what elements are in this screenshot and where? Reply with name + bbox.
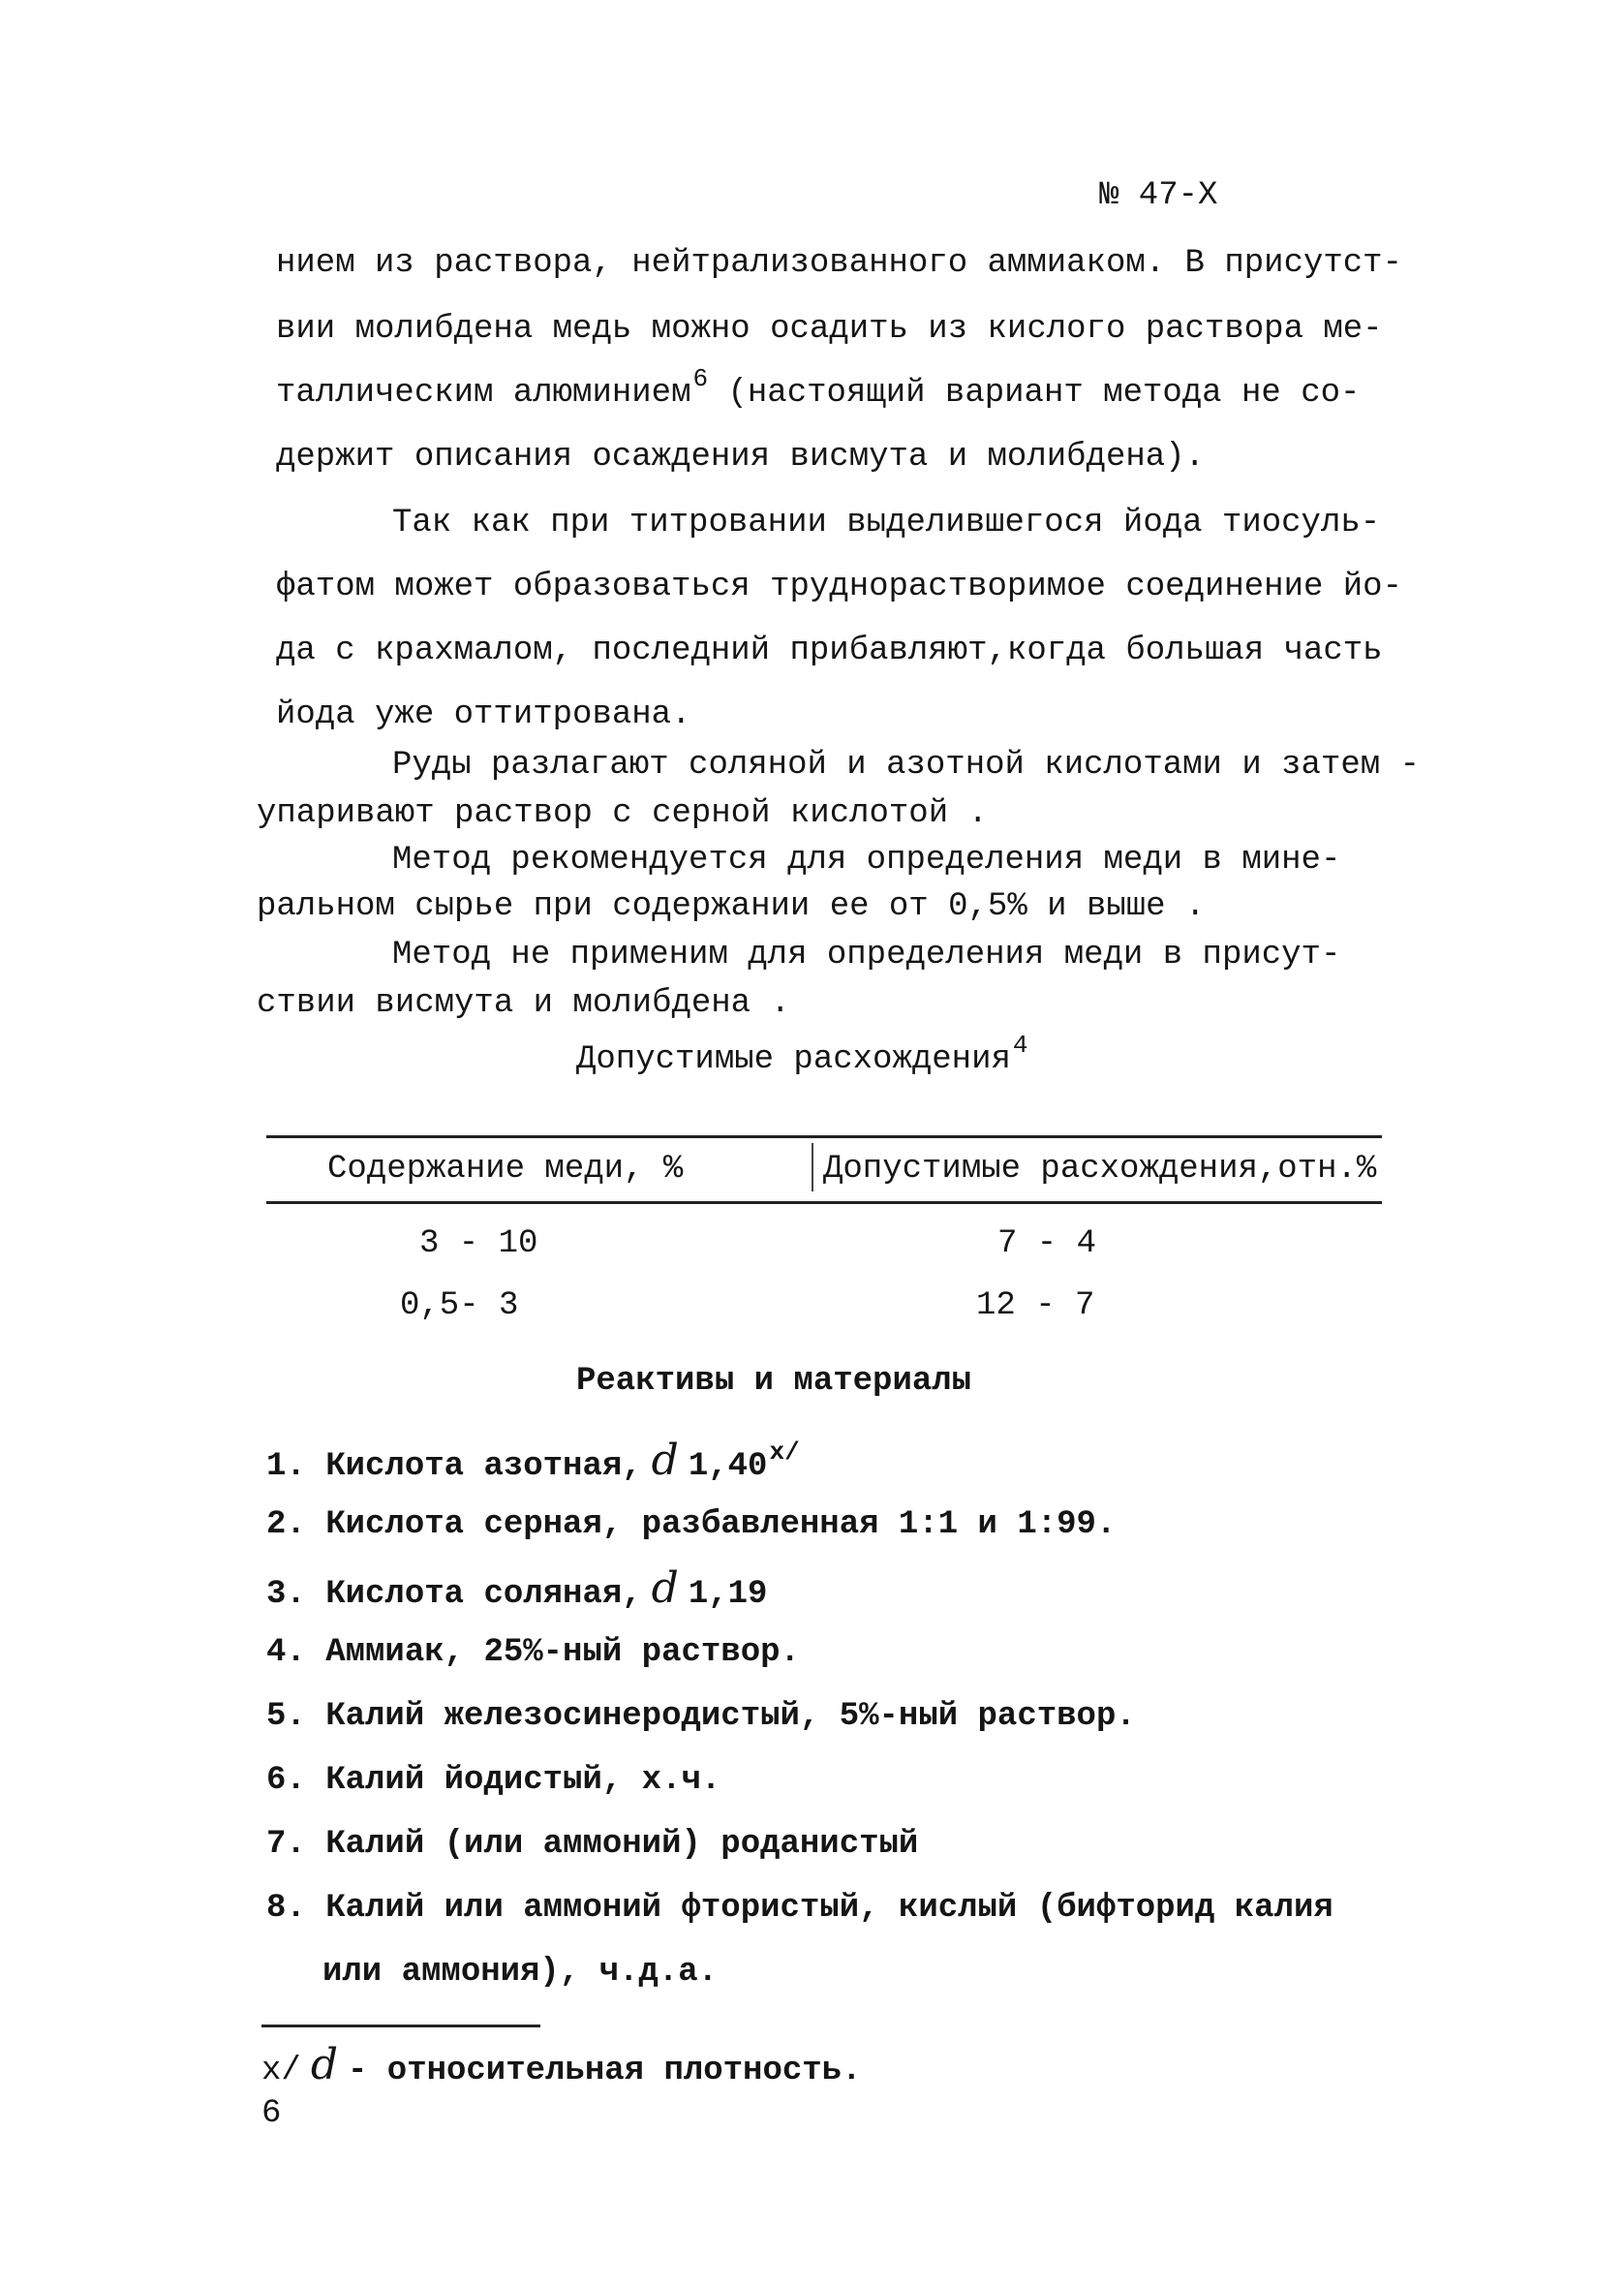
- paragraph-1-line-3-text: таллическим алюминием: [276, 375, 691, 412]
- paragraph-4-line-1: Метод рекомендуется для определения меди в мине-: [392, 842, 1341, 879]
- paragraph-1-line-2: вии молибдена медь можно осадить из кислого раствора ме-: [276, 311, 1383, 348]
- table-row-2-tolerance: 12 - 7: [976, 1287, 1095, 1324]
- density-symbol: d: [651, 1436, 679, 1485]
- footnote-ref-4: 4: [1012, 1031, 1028, 1060]
- paragraph-3-line-2: упаривают раствор с серной кислотой .: [257, 795, 988, 832]
- paragraph-2-line-3: да с крахмалом, последний прибавляют,когда большая часть: [276, 633, 1383, 669]
- reagent-item-3-number: 3.: [266, 1576, 306, 1613]
- reagent-item-5-text: Калий железосинеродистый, 5%-ный раствор.: [325, 1698, 1136, 1735]
- table-header-content: Содержание меди, %: [327, 1151, 684, 1188]
- reagents-title: Реактивы и материалы: [576, 1363, 972, 1400]
- paragraph-2-line-4: йода уже оттитрована.: [276, 696, 691, 733]
- table-row-2-content: 0,5- 3: [400, 1287, 519, 1324]
- reagent-item-2: [266, 1503, 1116, 1546]
- reagent-item-3-text: Кислота соляная,: [325, 1576, 642, 1613]
- paragraph-1-line-3: [276, 364, 1361, 416]
- reagent-item-5-number: 5.: [266, 1698, 306, 1735]
- reagent-item-1: [266, 1436, 800, 1489]
- footnote-ref-6: 6: [692, 364, 709, 393]
- table-row-1-content: 3 - 10: [419, 1225, 538, 1262]
- reagent-item-4: [266, 1631, 800, 1674]
- table-title-text: Допустимые расхождения: [576, 1041, 1011, 1078]
- density-symbol: d: [651, 1563, 679, 1613]
- table-row-1-tolerance: 7 - 4: [997, 1225, 1097, 1262]
- reagent-item-2-number: 2.: [266, 1506, 306, 1543]
- paragraph-5-line-1: Метод не применим для определения меди в присут-: [392, 937, 1341, 974]
- reagent-item-8-continuation: или аммония), ч.д.а.: [322, 1954, 719, 1991]
- reagent-item-6-number: 6.: [266, 1762, 306, 1799]
- paragraph-2-line-1: Так как при титровании выделившегося йода тиосуль-: [392, 505, 1381, 541]
- paragraph-5-line-2: ствии висмута и молибдена .: [257, 985, 790, 1022]
- document-number: № 47-Х: [1099, 177, 1218, 214]
- paragraph-3-line-1: Руды разлагают соляной и азотной кислотами и затем -: [392, 747, 1420, 784]
- footnote-marker: x/: [261, 2053, 301, 2089]
- paragraph-1-line-4: держит описания осаждения висмута и молибдена).: [276, 439, 1205, 476]
- reagent-item-8: [266, 1887, 1333, 1930]
- table-header-tolerance: Допустимые расхождения,отн.%: [823, 1151, 1377, 1188]
- table-title: [576, 1031, 1028, 1082]
- reagent-item-4-number: 4.: [266, 1634, 306, 1671]
- reagent-item-6-text: Калий йодистый, х.ч.: [325, 1762, 721, 1799]
- footnote: [261, 2040, 862, 2092]
- reagent-item-7-number: 7.: [266, 1826, 306, 1863]
- reagent-item-3: [266, 1563, 768, 1616]
- reagent-item-7-text: Калий (или аммоний) роданистый: [325, 1826, 919, 1863]
- table-column-separator: [812, 1143, 813, 1191]
- reagent-item-8-number: 8.: [266, 1890, 306, 1927]
- table-header-rule: [266, 1201, 1382, 1204]
- reagent-item-1-text: Кислота азотная,: [325, 1448, 642, 1485]
- reagent-item-4-text: Аммиак, 25%-ный раствор.: [325, 1634, 800, 1671]
- reagent-item-3-value: 1,19: [688, 1576, 768, 1613]
- reagent-item-7: [266, 1823, 918, 1866]
- reagent-item-2-text: Кислота серная, разбавленная 1:1 и 1:99.: [325, 1506, 1117, 1543]
- reagent-item-1-number: 1.: [266, 1448, 306, 1485]
- reagent-item-1-value: 1,40: [688, 1448, 768, 1485]
- reagent-item-6: [266, 1759, 720, 1802]
- paragraph-2-line-2: фатом может образоваться труднорастворимое соединение йо-: [276, 569, 1402, 605]
- paragraph-1-line-3-tail: (настоящий вариант метода не со-: [708, 375, 1361, 412]
- reagent-item-8-text: Калий или аммоний фтористый, кислый (бифторид калия: [325, 1890, 1333, 1927]
- density-symbol: d: [310, 2040, 338, 2089]
- paragraph-1-line-1: нием из раствора, нейтрализованного аммиаком. В присутст-: [276, 245, 1402, 282]
- table-top-rule: [266, 1135, 1382, 1138]
- paragraph-4-line-2: ральном сырье при содержании ее от 0,5% и выше .: [257, 888, 1206, 925]
- footnote-text: - относительная плотность.: [347, 2053, 862, 2089]
- footnote-ref-x: x/: [769, 1438, 800, 1467]
- reagent-item-5: [266, 1695, 1136, 1738]
- footnote-rule: [261, 2025, 540, 2027]
- page-number: 6: [261, 2095, 282, 2132]
